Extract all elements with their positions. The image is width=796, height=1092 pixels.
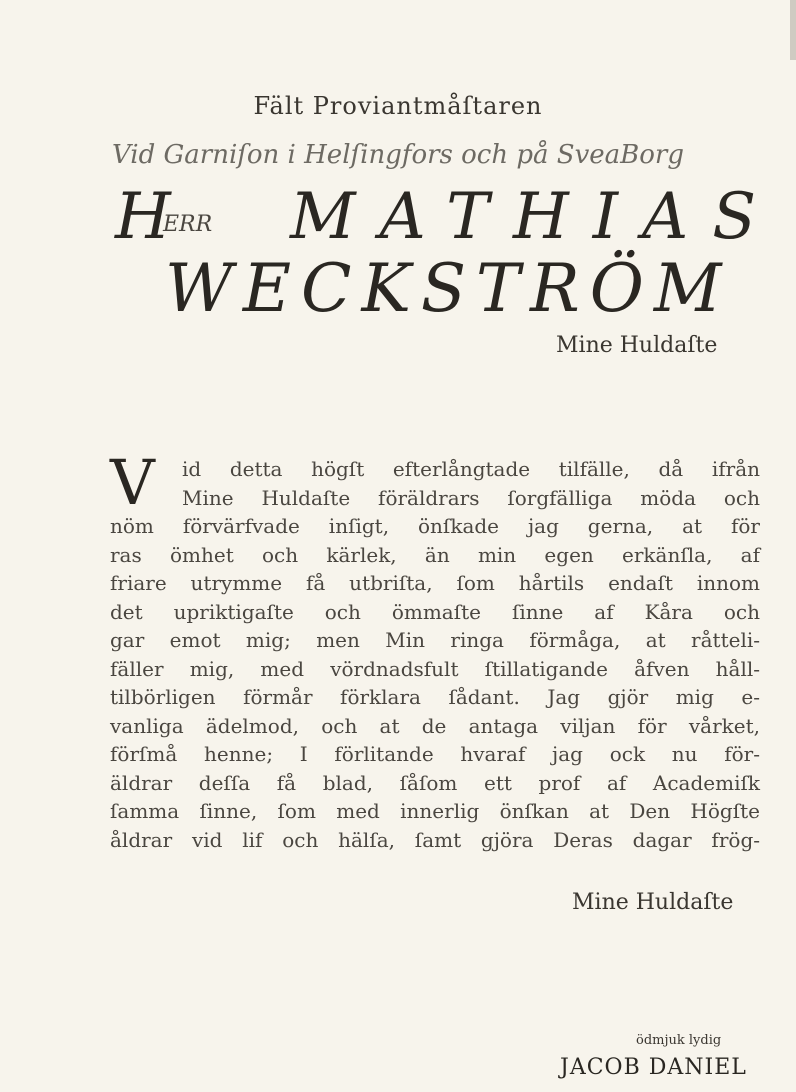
header-subtitle: Vid Garniſon i Helſingfors och på SveaBorg: [111, 140, 685, 170]
salutation-top: Mine Huldaſte: [556, 333, 718, 358]
body-line: det upriktigaſte och ömmaſte ſinne af Kåra och: [110, 599, 760, 624]
recipient-name-row: [115, 180, 781, 260]
body-line: ſamma ſinne, ſom med innerlig önſkan at Den Högſte: [110, 799, 760, 823]
herr-initial: H: [115, 180, 171, 254]
drop-cap: V: [110, 446, 155, 519]
body-line: tilbörligen förmår förklara ſådant. Jag gjör mig e-: [110, 685, 760, 709]
closing-humble: ödmjuk lydig: [636, 1033, 722, 1048]
body-line: fäller mig, med vördnadsfult ſtillatigande åfven håll-: [110, 656, 760, 681]
herr-rest: ERR: [163, 212, 213, 237]
body-line: äldrar deſſa få blad, ſåſom ett prof af Academiſk: [110, 770, 760, 795]
body-line: nöm förvärfvade inſigt, önſkade jag gerna, at för: [110, 514, 760, 538]
body-line: Mine Huldaſte föräldrars ſorgfälliga möda och: [182, 485, 760, 510]
body-line: ras ömhet och kärlek, än min egen erkänſla, af: [110, 542, 760, 567]
salutation-bottom: Mine Huldaſte: [572, 890, 734, 915]
page-edge-shadow: [790, 0, 796, 60]
signature: JACOB DANIEL: [560, 1055, 747, 1080]
body-line: gar emot mig; men Min ringa förmåga, at råtteli-: [110, 628, 760, 652]
body-line: förſmå henne; I förlitande hvaraf jag ock nu för-: [110, 742, 760, 766]
body-line: vanliga ädelmod, och at de antaga viljan för vårket,: [110, 713, 760, 738]
body-line: id detta högſt efterlångtade tilfälle, då ifrån: [182, 457, 760, 481]
surname: WECKSTRÖM: [165, 250, 732, 327]
header-title: Fält Proviantmåſtaren: [253, 92, 543, 120]
body-line: friare utrymme få utbriſta, ſom hårtils endaſt innom: [110, 571, 760, 595]
given-name: MATHIAS: [290, 180, 781, 254]
body-line: åldrar vid lif och hälſa, ſamt gjöra Deras dagar frög-: [110, 827, 760, 852]
body-paragraph: [110, 455, 760, 854]
